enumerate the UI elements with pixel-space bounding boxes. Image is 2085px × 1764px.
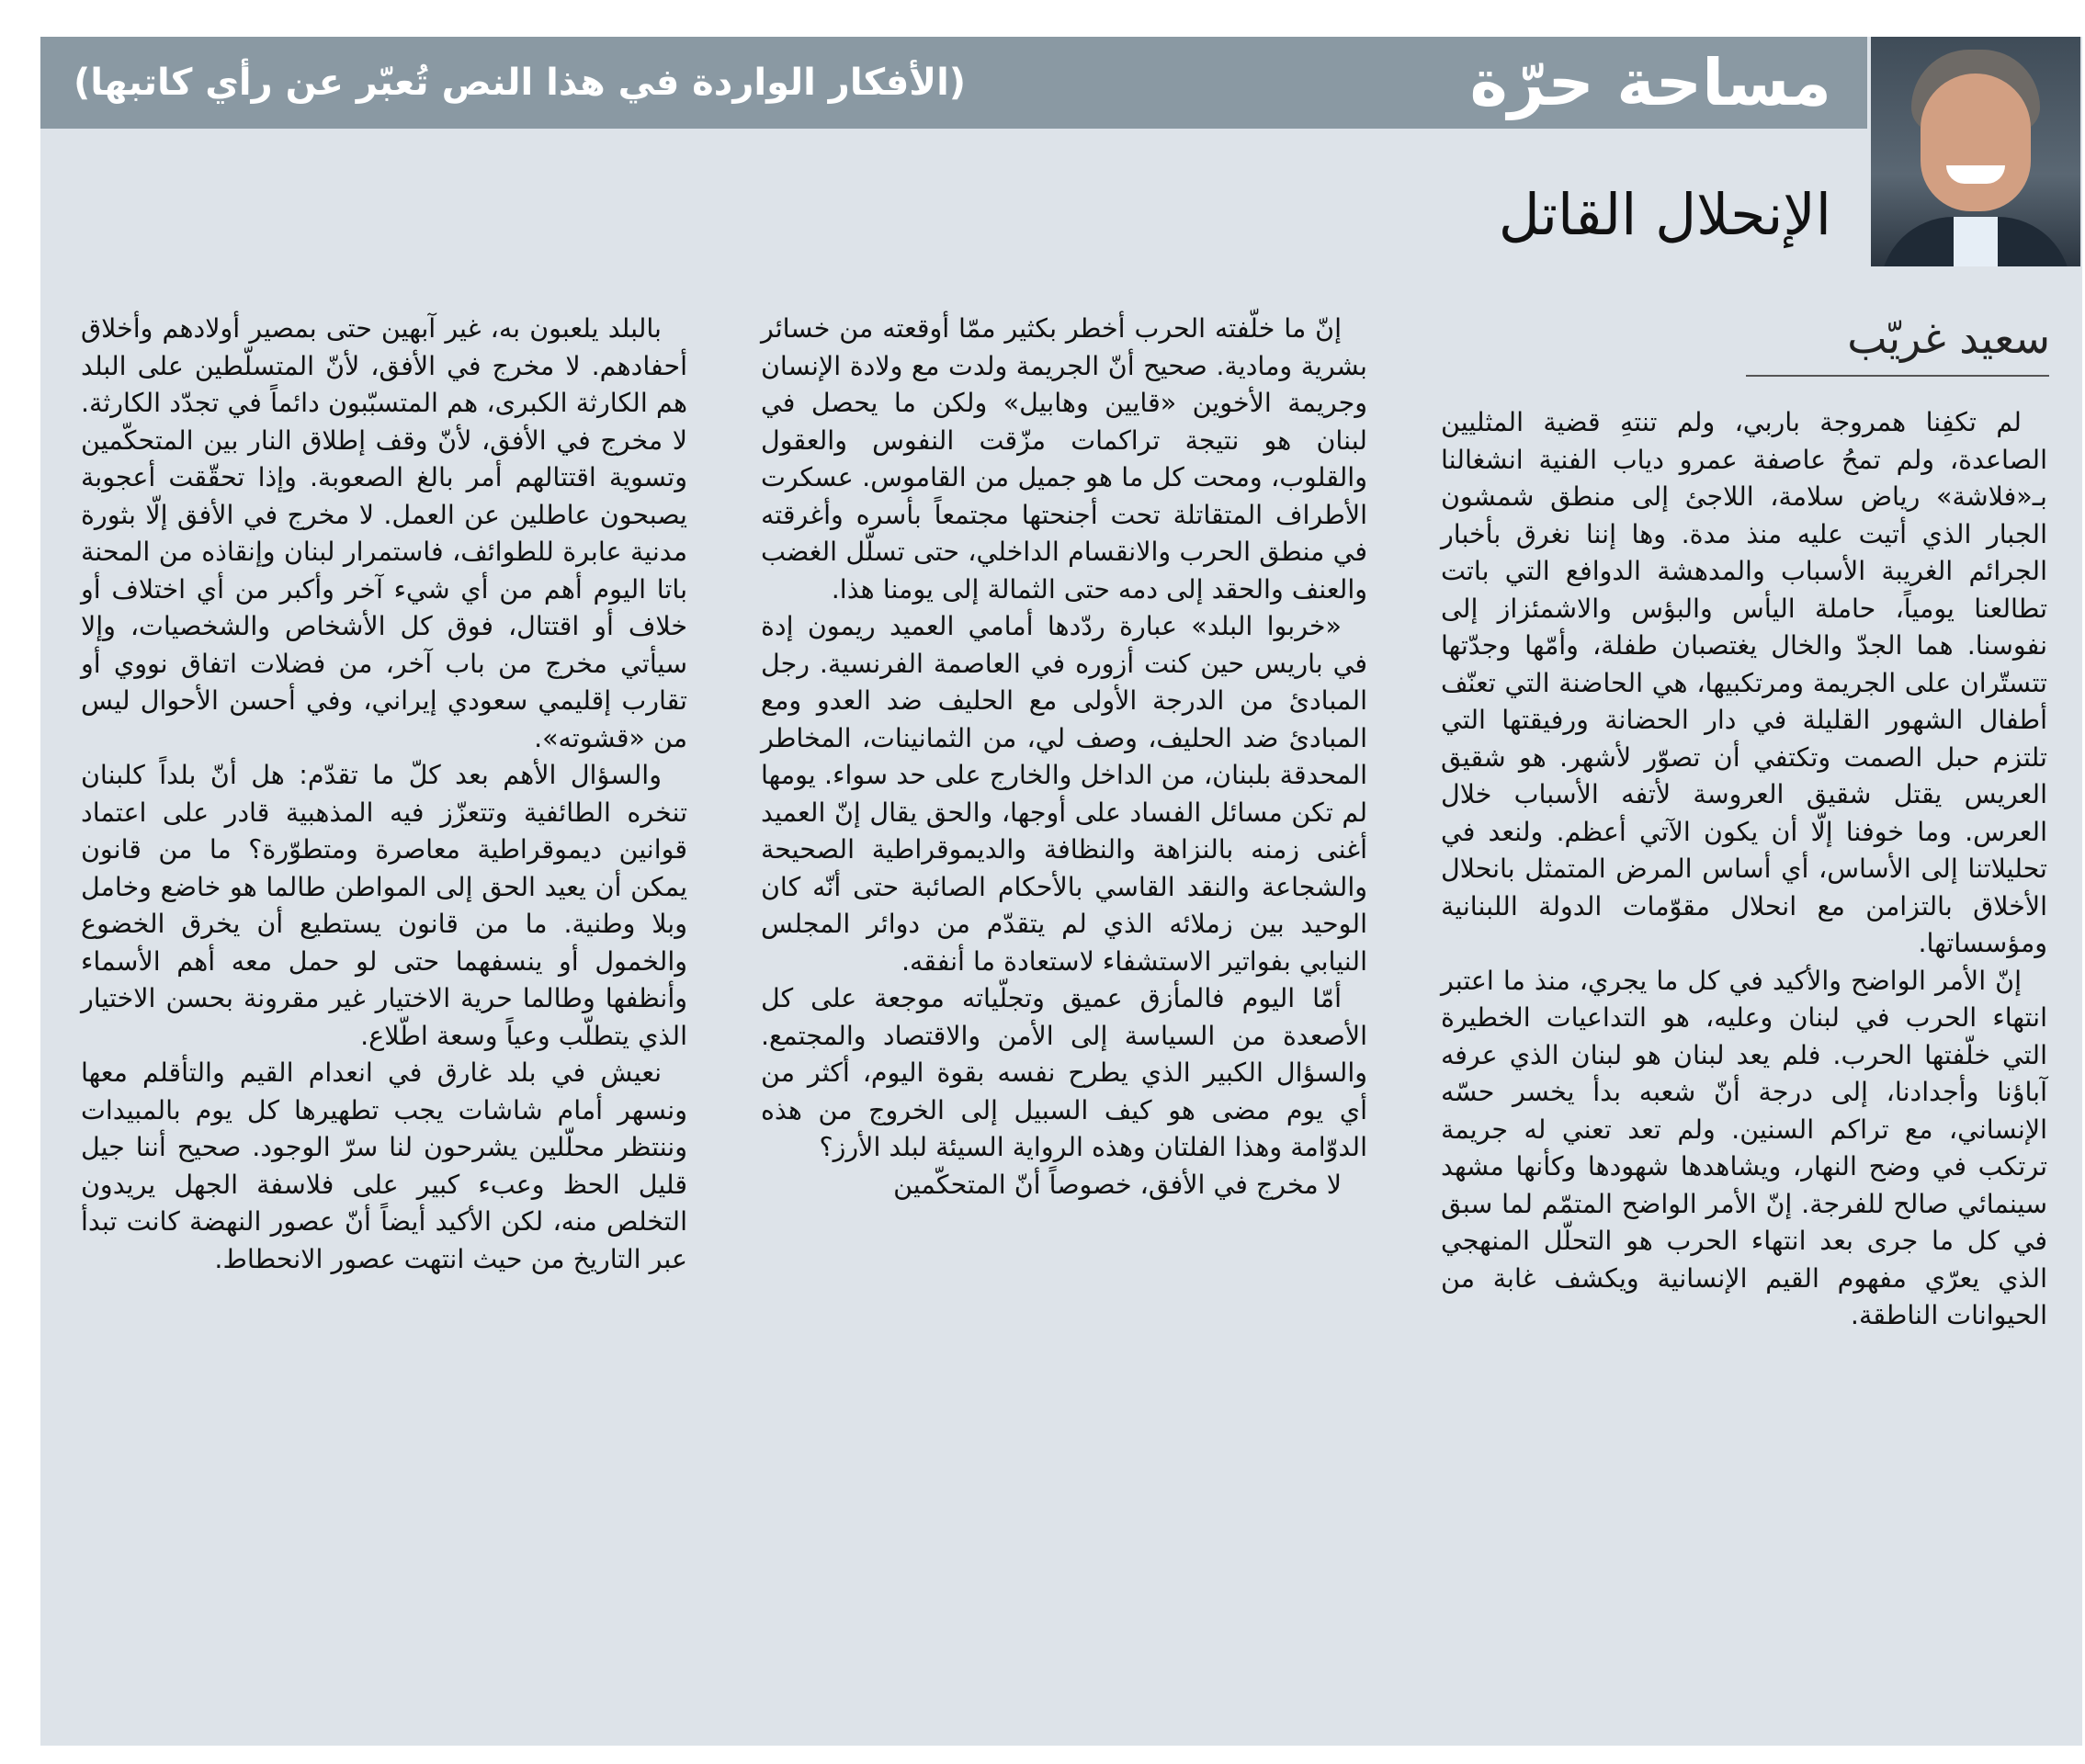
- section-title: مساحة حرّة: [1469, 45, 1831, 120]
- disclaimer: (الأفكار الواردة في هذا النص تُعبّر عن رأي كاتبها): [74, 62, 967, 104]
- column-left: [81, 311, 687, 1278]
- paragraph: إنّ ما خلّفته الحرب أخطر بكثير ممّا أوقعته من خسائر بشرية ومادية. صحيح أنّ الجريمة ولدت مع ولادة الإنسان وجريمة الأخوين «قايين وهابيل» ولكن ما يحصل في لبنان هو نتيجة تراكمات مزّقت النفوس والعقول والقلوب، ومحت كل ما هو جميل من القاموس. عسكرت الأطراف المتقاتلة تحت أجنحتها مجتمعاً بأسره وأغرقته في منطق الحرب والانقسام الداخلي، حتى تسلّل الغضب والعنف والحقد إلى دمه حتى الثمالة إلى يومنا هذا.: [761, 313, 1367, 605]
- article-title: الإنحلال القاتل: [1498, 181, 1831, 248]
- author-underline: [1746, 375, 2049, 377]
- paragraph: إنّ الأمر الواضح والأكيد في كل ما يجري، منذ ما اعتبر انتهاء الحرب في لبنان وعليه، هو التداعيات الخطيرة التي خلّفتها الحرب. فلم يعد لبنان هو لبنان الذي عرفه آباؤنا وأجدادنا، إلى درجة أنّ شعبه بدأ يخسر حسّه الإنساني، مع تراكم السنين. ولم تعد تعني له جريمة ترتكب في وضح النهار، ويشاهدها شهودها وكأنها مشهد سينمائي صالح للفرجة. إنّ الأمر الواضح المتمّم لما سبق في كل ما جرى بعد انتهاء الحرب هو التحلّل المنهجي الذي يعرّي مفهوم القيم الإنسانية ويكشف غابة من الحيوانات الناطقة.: [1441, 965, 2047, 1330]
- paragraph: والسؤال الأهم بعد كلّ ما تقدّم: هل أنّ بلداً كلبنان تنخره الطائفية وتتعزّز فيه المذهبية قادر على اعتماد قوانين ديموقراطية معاصرة ومتطوّرة؟ ما من قانون يمكن أن يعيد الحق إلى المواطن طالما هو خاضع وخامل وبلا وطنية. ما من قانون يستطيع أن يخرق الخضوع والخمول أو ينسفهما حتى لو حمل معه أهم الأسماء وأنظفها وطالما حرية الاختيار غير مقرونة بحسن الاختيار الذي يتطلّب وعياً وسعة اطّلاع.: [81, 760, 687, 1051]
- paragraph: «خربوا البلد» عبارة ردّدها أمامي العميد ريمون إدة في باريس حين كنت أزوره في العاصمة الفرنسية. رجل المبادئ من الدرجة الأولى مع الحليف ضد العدو ومع المبادئ ضد الحليف، وصف لي، من الثمانينات، المخاطر المحدقة بلبنان، من الداخل والخارج على حد سواء. يومها لم تكن مسائل الفساد على أوجها، والحق يقال إنّ العميد أغنى زمنه بالنزاهة والنظافة والديموقراطية الصحيحة والشجاعة والنقد القاسي بالأحكام الصائبة حتى أنّه كان الوحيد بين زملائه الذي لم يتقدّم من دوائر المجلس النيابي بفواتير الاستشفاء لاستعادة ما أنفقه.: [761, 611, 1367, 977]
- paragraph: لا مخرج في الأفق، خصوصاً أنّ المتحكّمين: [893, 1169, 1342, 1200]
- author-name: سعيد غريّب: [1847, 313, 2050, 363]
- paragraph: بالبلد يلعبون به، غير آبهين حتى بمصير أولادهم وأخلاق أحفادهم. لا مخرج في الأفق، لأنّ المتسلّطين على البلد هم الكارثة الكبرى، هم المتسبّبون دائماً في تجدّد الكارثة. لا مخرج في الأفق، لأنّ وقف إطلاق النار بين المتحكّمين وتسوية اقتتالهم أمر بالغ الصعوبة. وإذا تحقّقت أعجوبة يصبحون عاطلين عن العمل. لا مخرج في الأفق إلّا بثورة مدنية عابرة للطوائف، فاستمرار لبنان وإنقاذه من المحنة باتا اليوم أهم من أي شيء آخر وأكبر من أي اختلاف أو خلاف أو اقتتال، فوق كل الأشخاص والشخصيات، وإلا سيأتي مخرج من باب آخر، من فضلات اتفاق نووي أو تقارب إقليمي سعودي إيراني، وفي أحسن الأحوال ليس من «قشوته».: [81, 313, 687, 753]
- column-middle: [761, 311, 1367, 1204]
- column-right: [1441, 404, 2047, 1335]
- author-photo: [1871, 37, 2080, 266]
- paragraph: لم تكفِنا همروجة باربي، ولم تنتهِ قضية المثليين الصاعدة، ولم تمحُ عاصفة عمرو دياب الفنية انشغالنا بـ«فلاشة» رياض سلامة، اللاجئ إلى منطق شمشون الجبار الذي أتيت عليه منذ مدة. وها إننا نغرق بأخبار الجرائم الغريبة الأسباب والمدهشة الدوافع التي باتت تطالعنا يومياً، حاملة اليأس والبؤس والاشمئزاز إلى نفوسنا. هما الجدّ والخال يغتصبان طفلة، وأمّها وجدّتها تتستّران على الجريمة ومرتكبيها، هي الحاضنة التي تعنّف أطفال الشهور القليلة في دار الحضانة ورفيقتها التي تلتزم حبل الصمت وتكتفي أن تصوّر لأشهر. هو شقيق العريس يقتل شقيق العروسة لأتفه الأسباب خلال العرس. وما خوفنا إلّا أن يكون الآتي أعظم. ولنعد في تحليلاتنا إلى الأساس، أي أساس المرض المتمثل بانحلال الأخلاق بالتزامن مع انحلال مقوّمات الدولة اللبنانية ومؤسساتها.: [1441, 407, 2047, 958]
- paragraph: أمّا اليوم فالمأزق عميق وتجلّياته موجعة على كل الأصعدة من السياسة إلى الأمن والاقتصاد والمجتمع. والسؤال الكبير الذي يطرح نفسه بقوة اليوم، أكثر من أي يوم مضى هو كيف السبيل إلى الخروج من هذه الدوّامة وهذا الفلتان وهذه الرواية السيئة لبلد الأرز؟: [761, 983, 1367, 1162]
- paragraph: نعيش في بلد غارق في انعدام القيم والتأقلم معها ونسهر أمام شاشات يجب تطهيرها كل يوم بالمبيدات وننتظر محلّلين يشرحون لنا سرّ الوجود. صحيح أننا جيل قليل الحظ وعبء كبير على فلاسفة الجهل يريدون التخلص منه، لكن الأكيد أيضاً أنّ عصور النهضة كانت تبدأ عبر التاريخ من حيث انتهت عصور الانحطاط.: [81, 1057, 687, 1274]
